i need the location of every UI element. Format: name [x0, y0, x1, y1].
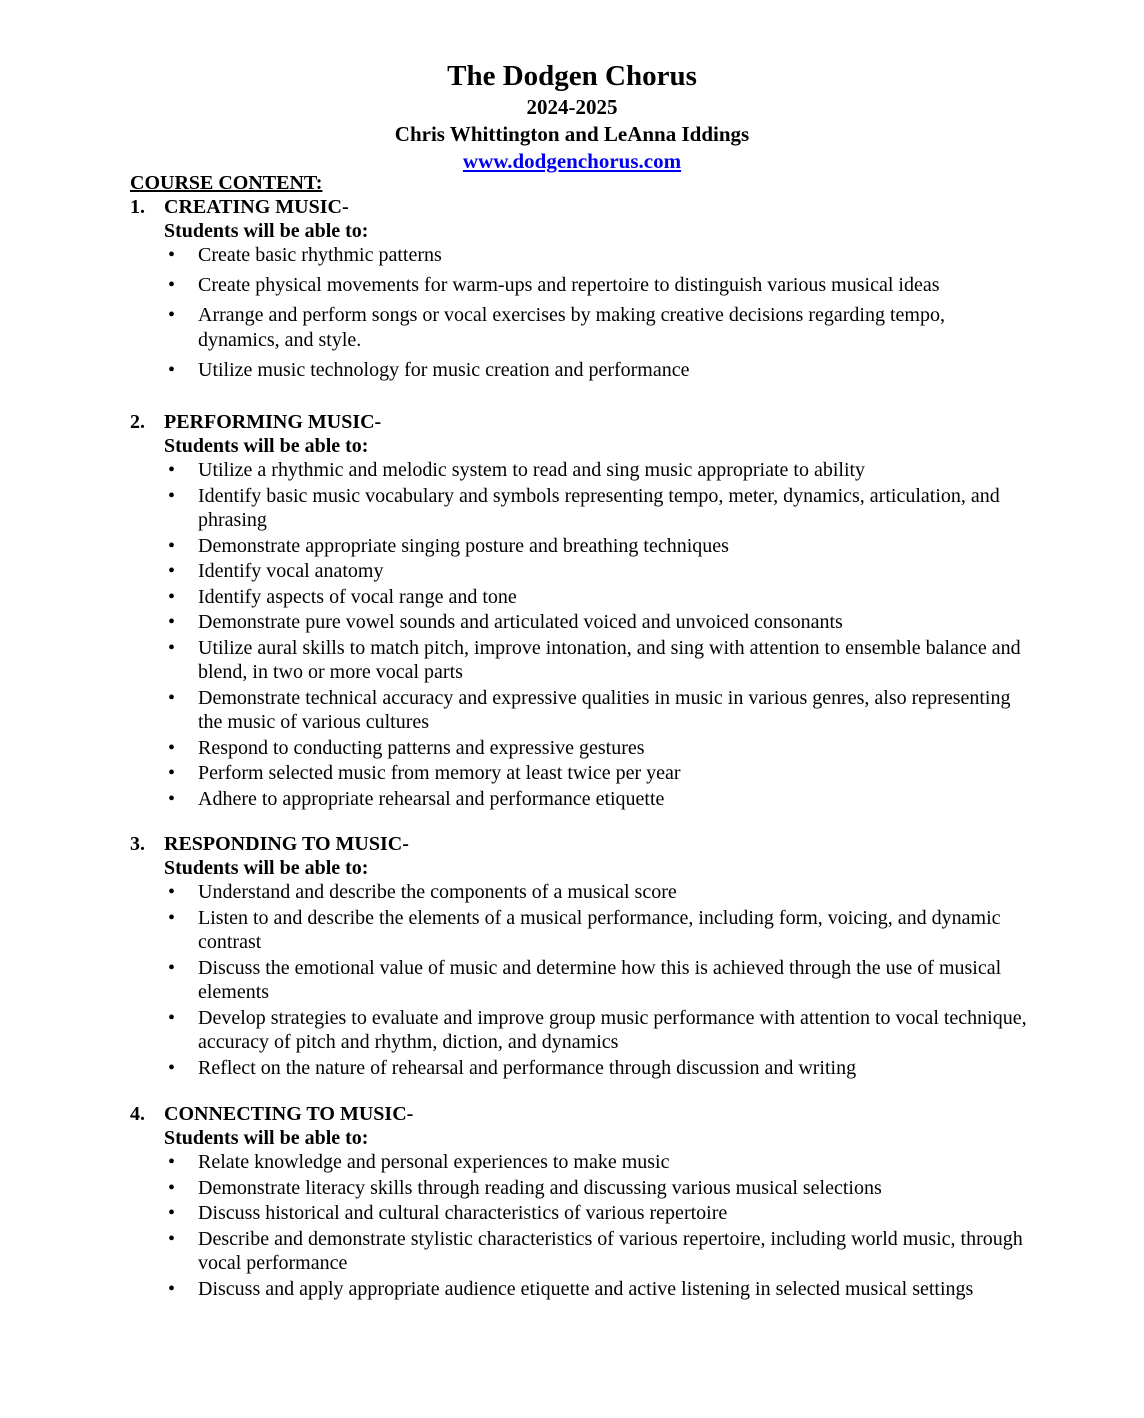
section-performing-music — [130, 410, 1030, 812]
list-item: • Identify aspects of vocal range and tone — [168, 585, 517, 608]
section-responding-to-music — [130, 832, 1030, 1081]
list-item: • Demonstrate literacy skills through reading and discussing various musical selections — [168, 1176, 882, 1199]
list-item: • Identify vocal anatomy — [168, 560, 384, 582]
section-heading — [130, 195, 1030, 219]
list-item: • Discuss historical and cultural characteristics of various repertoire — [168, 1202, 728, 1224]
bullet-icon: • — [168, 881, 176, 903]
objectives-list — [130, 880, 1030, 1080]
section-subtitle: Students will be able to: — [164, 220, 369, 242]
list-item: • Develop strategies to evaluate and improve group music performance with attention to vocal technique, accuracy of pitch and rhythm, diction, and dynamics — [168, 1006, 1027, 1053]
bullet-icon: • — [168, 906, 176, 929]
bullet-icon: • — [168, 686, 176, 709]
list-item: • Utilize music technology for music creation and performance — [168, 358, 690, 381]
bullet-icon: • — [168, 560, 176, 582]
bullet-icon: • — [168, 244, 176, 266]
section-number: 3. — [130, 833, 145, 855]
bullet-icon: • — [168, 1006, 176, 1029]
list-item: • Relate knowledge and personal experiences to make music — [168, 1151, 670, 1173]
list-item: • Discuss and apply appropriate audience etiquette and active listening in selected musical settings — [168, 1277, 974, 1300]
website-link[interactable]: www.dodgenchorus.com — [462, 149, 682, 173]
bullet-icon: • — [168, 787, 176, 810]
document-title: The Dodgen Chorus — [447, 60, 697, 92]
list-item: • Reflect on the nature of rehearsal and performance through discussion and writing — [168, 1056, 857, 1079]
bullet-icon: • — [168, 611, 176, 633]
bullet-icon: • — [168, 636, 176, 659]
section-heading — [130, 410, 1030, 434]
list-item: • Create basic rhythmic patterns — [168, 244, 442, 266]
document-header — [0, 58, 1144, 174]
section-title: CREATING MUSIC- — [164, 196, 349, 218]
bullet-icon: • — [168, 459, 176, 481]
list-item: • Discuss the emotional value of music and determine how this is achieved through the use of musical elements — [168, 956, 1002, 1003]
section-heading — [130, 1102, 1030, 1126]
list-item: • Arrange and perform songs or vocal exercises by making creative decisions regarding tempo, dynamics, and style. — [168, 304, 945, 351]
list-item: • Demonstrate appropriate singing posture and breathing techniques — [168, 534, 729, 557]
bullet-icon: • — [168, 358, 176, 381]
section-subtitle: Students will be able to: — [164, 1127, 369, 1149]
bullet-icon: • — [168, 534, 176, 557]
section-creating-music — [130, 195, 1030, 388]
bullet-icon: • — [168, 1277, 176, 1300]
bullet-icon: • — [168, 762, 176, 784]
list-item: • Utilize aural skills to match pitch, improve intonation, and sing with attention to ensemble balance and blend, in two or more vocal parts — [168, 636, 1021, 683]
bullet-icon: • — [168, 736, 176, 759]
bullet-icon: • — [168, 1176, 176, 1199]
school-year: 2024-2025 — [526, 95, 618, 119]
section-number: 2. — [130, 411, 145, 433]
list-item: • Demonstrate pure vowel sounds and articulated voiced and unvoiced consonants — [168, 611, 843, 633]
section-title: RESPONDING TO MUSIC- — [164, 833, 409, 855]
list-item: • Listen to and describe the elements of a musical performance, including form, voicing, and dynamic contrast — [168, 906, 1001, 953]
list-item: • Understand and describe the components of a musical score — [168, 881, 677, 903]
course-content-heading: COURSE CONTENT: — [130, 172, 323, 194]
section-number: 1. — [130, 196, 145, 218]
bullet-icon: • — [168, 304, 176, 326]
objectives-list — [130, 458, 1030, 811]
list-item: • Adhere to appropriate rehearsal and performance etiquette — [168, 787, 665, 810]
section-number: 4. — [130, 1103, 145, 1125]
section-subtitle: Students will be able to: — [164, 857, 369, 879]
section-title: CONNECTING TO MUSIC- — [164, 1103, 414, 1125]
section-title: PERFORMING MUSIC- — [164, 411, 382, 433]
bullet-icon: • — [168, 1227, 176, 1250]
bullet-icon: • — [168, 1202, 176, 1224]
bullet-icon: • — [168, 585, 176, 608]
list-item: • Utilize a rhythmic and melodic system to read and sing music appropriate to ability — [168, 459, 866, 481]
list-item: • Demonstrate technical accuracy and expressive qualities in music in various genres, also representing the music of various cultures — [168, 686, 1011, 733]
directors: Chris Whittington and LeAnna Iddings — [394, 122, 750, 146]
list-item: • Identify basic music vocabulary and symbols representing tempo, meter, dynamics, articulation, and phrasing — [168, 484, 1000, 531]
objectives-list — [130, 1150, 1030, 1301]
bullet-icon: • — [168, 274, 176, 296]
list-item: • Respond to conducting patterns and expressive gestures — [168, 736, 645, 759]
section-heading — [130, 832, 1030, 856]
list-item: • Describe and demonstrate stylistic characteristics of various repertoire, including world music, through vocal performance — [168, 1227, 1023, 1274]
objectives-list — [130, 243, 1030, 382]
list-item: • Perform selected music from memory at least twice per year — [168, 762, 681, 784]
bullet-icon: • — [168, 1056, 176, 1079]
bullet-icon: • — [168, 484, 176, 507]
bullet-icon: • — [168, 956, 176, 979]
section-connecting-to-music — [130, 1102, 1030, 1302]
section-subtitle: Students will be able to: — [164, 435, 369, 457]
list-item: • Create physical movements for warm-ups and repertoire to distinguish various musical ideas — [168, 274, 940, 296]
bullet-icon: • — [168, 1151, 176, 1173]
